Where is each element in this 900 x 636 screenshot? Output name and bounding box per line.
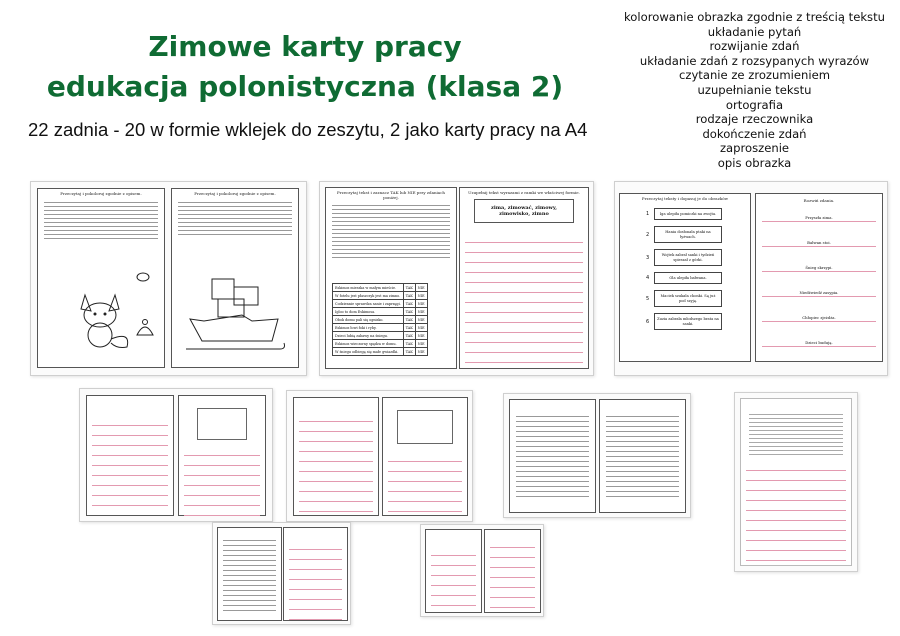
preview-page-sleigh [171, 188, 299, 368]
statement-cell: Codziennie sprawdza sanie i zaprzęgi. [333, 300, 404, 308]
preview-heading: Przeczytaj tekst i zaznacz TAK lub NIE przy zdaniach poniżej. [336, 190, 446, 200]
preview-reading-worksheet [319, 181, 594, 376]
preview-text-lines [178, 199, 292, 237]
preview-lines [746, 461, 846, 561]
rozwin-list [762, 206, 876, 356]
preview-card-small-4 [212, 522, 351, 625]
preview-page [740, 398, 852, 566]
preview-picture [197, 408, 247, 440]
preview-lines [289, 540, 342, 620]
preview-page [86, 395, 174, 516]
tak-cell: TAK [403, 308, 415, 316]
preview-text-lines [223, 536, 276, 612]
matching-text: Wojtek zabrał sanki i tydzień spieszał z górki. [654, 249, 722, 266]
matching-item [646, 226, 726, 243]
nie-cell: NIE [415, 300, 427, 308]
matching-number: 5 [646, 295, 650, 302]
hat-illustration [134, 317, 156, 339]
matching-item [646, 208, 726, 220]
preview-card-small-3 [503, 393, 691, 518]
subtitle: 22 zadnia - 20 w formie wklejek do zeszytu, 2 jako karty pracy na A4 [28, 119, 588, 140]
topic-item: kolorowanie obrazka zgodnie z treścią tekstu [624, 10, 885, 24]
preview-page [293, 397, 379, 516]
tak-nie-row [333, 284, 428, 292]
preview-text-lines [44, 199, 158, 241]
tak-nie-row [333, 300, 428, 308]
preview-page [382, 397, 468, 516]
statement-cell: Eskimos mieszka w małym mieście. [333, 284, 404, 292]
preview-page [425, 529, 482, 613]
tak-nie-table [332, 283, 428, 356]
topic-item: układanie zdań z rozsypanych wyrazów [639, 53, 870, 68]
preview-lines [388, 452, 462, 512]
matching-item [646, 313, 726, 330]
tak-cell: TAK [403, 316, 415, 324]
tak-cell: TAK [403, 340, 415, 348]
tak-nie-row [333, 324, 428, 332]
tak-nie-row [333, 292, 428, 300]
statement-cell: W śniegu odbiegą się małe gwiazdki. [333, 348, 404, 356]
topic-item: dokończenie zdań [702, 126, 807, 141]
matching-number: 1 [646, 211, 650, 218]
statement-cell: Eskimos łowi foki i ryby. [333, 324, 404, 332]
preview-lines [490, 538, 535, 608]
statement-cell: Igloo to dom Eskimosa. [333, 308, 404, 316]
topic-item: opis obrazka [717, 155, 792, 170]
preview-text-lines [332, 202, 450, 258]
nie-cell: NIE [415, 284, 427, 292]
topic-item: układanie pytań [707, 24, 802, 39]
topic-item: czytanie ze zrozumieniem [678, 68, 831, 83]
preview-heading: Uzupełnij tekst wyrazami z ramki we właściwej formie. [468, 190, 580, 195]
nie-cell: NIE [415, 332, 427, 340]
preview-heading: Rozwiń zdania. [803, 198, 835, 203]
matching-item [646, 272, 726, 284]
page-title-line1: Zimowe karty pracy [148, 30, 462, 63]
preview-page-matching [619, 193, 751, 362]
tak-nie-row [333, 340, 428, 348]
preview-card-small-2 [286, 390, 473, 522]
preview-text-lines [749, 411, 843, 455]
matching-number: 4 [646, 275, 650, 282]
statement-cell: Dzieci lubią zabawy na śniegu. [333, 332, 404, 340]
preview-lines [299, 412, 373, 512]
preview-page [217, 527, 282, 621]
preview-text-lines [606, 412, 679, 498]
tak-cell: TAK [403, 324, 415, 332]
statement-cell: Eskimos wieczorny spędza w domu. [333, 340, 404, 348]
matching-text: Zuzia zabrała młodszego brata na sanki. [654, 313, 722, 330]
preview-heading: Przeczytaj teksty i dopasuj je do obrazków [641, 196, 729, 201]
preview-page-fill-text [459, 187, 589, 369]
preview-matching-worksheet [614, 181, 888, 376]
preview-lines [431, 546, 476, 606]
preview-card-a4 [734, 392, 858, 572]
rozwin-item: Przyszła zima. [762, 206, 876, 222]
preview-card-small-5 [420, 524, 544, 617]
tak-nie-row [333, 316, 428, 324]
topic-item: uzupełnianie tekstu [697, 82, 812, 97]
preview-page [599, 399, 686, 513]
nie-cell: NIE [415, 308, 427, 316]
word-box: zima, zimować, zimowy, zimowisko, zimno [474, 199, 574, 223]
topic-item: rodzaje rzeczownika [695, 112, 814, 127]
preview-page-fox [37, 188, 165, 368]
preview-lines [184, 446, 260, 516]
preview-lines [92, 416, 168, 506]
topic-item: rozwijanie zdań [709, 39, 800, 54]
nie-cell: NIE [415, 348, 427, 356]
tak-cell: TAK [403, 332, 415, 340]
rozwin-item: Dzieci budują. [762, 331, 876, 347]
nie-cell: NIE [415, 340, 427, 348]
matching-text: Hania dosłonała ptaki na łyżwach. [654, 226, 722, 243]
matching-list [646, 208, 726, 336]
rozwin-item: Niedźwiedź zasypia. [762, 281, 876, 297]
tak-cell: TAK [403, 292, 415, 300]
preview-heading: Przeczytaj i pokoloruj zgodnie z opisem. [60, 191, 142, 196]
nie-cell: NIE [415, 292, 427, 300]
rozwin-item: Bałwan stoi. [762, 231, 876, 247]
page-title-line2: edukacja polonistyczna (klasa 2) [46, 70, 564, 103]
matching-number: 6 [646, 318, 650, 325]
statement-cell: W fotelu jest płaszczyk jest ma zimno. [333, 292, 404, 300]
preview-card-small-1 [79, 388, 273, 522]
nie-cell: NIE [415, 324, 427, 332]
topic-item: ortografia [725, 97, 784, 112]
matching-number: 2 [646, 231, 650, 238]
preview-coloring-worksheet [30, 181, 307, 376]
matching-item [646, 290, 726, 307]
tak-nie-row [333, 348, 428, 356]
preview-page [283, 527, 348, 621]
preview-page-rozwin [755, 193, 883, 362]
preview-page [509, 399, 596, 513]
preview-page [484, 529, 541, 613]
preview-picture [397, 410, 453, 444]
matching-number: 3 [646, 254, 650, 261]
rozwin-item: Śnieg skrzypi. [762, 256, 876, 272]
bird-illustration [134, 269, 152, 283]
sleigh-illustration [182, 269, 288, 359]
preview-text-lines [516, 412, 589, 498]
fox-illustration [73, 281, 133, 351]
preview-heading: Przeczytaj i pokoloruj zgodnie z opisem. [194, 191, 276, 196]
tak-nie-row [333, 308, 428, 316]
matching-text: Ola ulepiła bałwana. [654, 272, 722, 284]
tak-cell: TAK [403, 348, 415, 356]
rozwin-item: Chłopiec zjeżdża. [762, 306, 876, 322]
nie-cell: NIE [415, 316, 427, 324]
statement-cell: Obok domu pali się ognisko. [333, 316, 404, 324]
tak-cell: TAK [403, 300, 415, 308]
tak-cell: TAK [403, 284, 415, 292]
matching-text: Maciek szukała chonki. Są już pod szyją. [654, 290, 722, 307]
preview-page-tak-nie [325, 187, 457, 369]
topic-item: zaproszenie [719, 141, 790, 156]
matching-item [646, 249, 726, 266]
matching-text: Iga ulepiła pomiczki na zwojta. [654, 208, 722, 220]
fill-lines [465, 233, 583, 363]
preview-page [178, 395, 266, 516]
topics-list [612, 10, 897, 171]
tak-nie-row [333, 332, 428, 340]
